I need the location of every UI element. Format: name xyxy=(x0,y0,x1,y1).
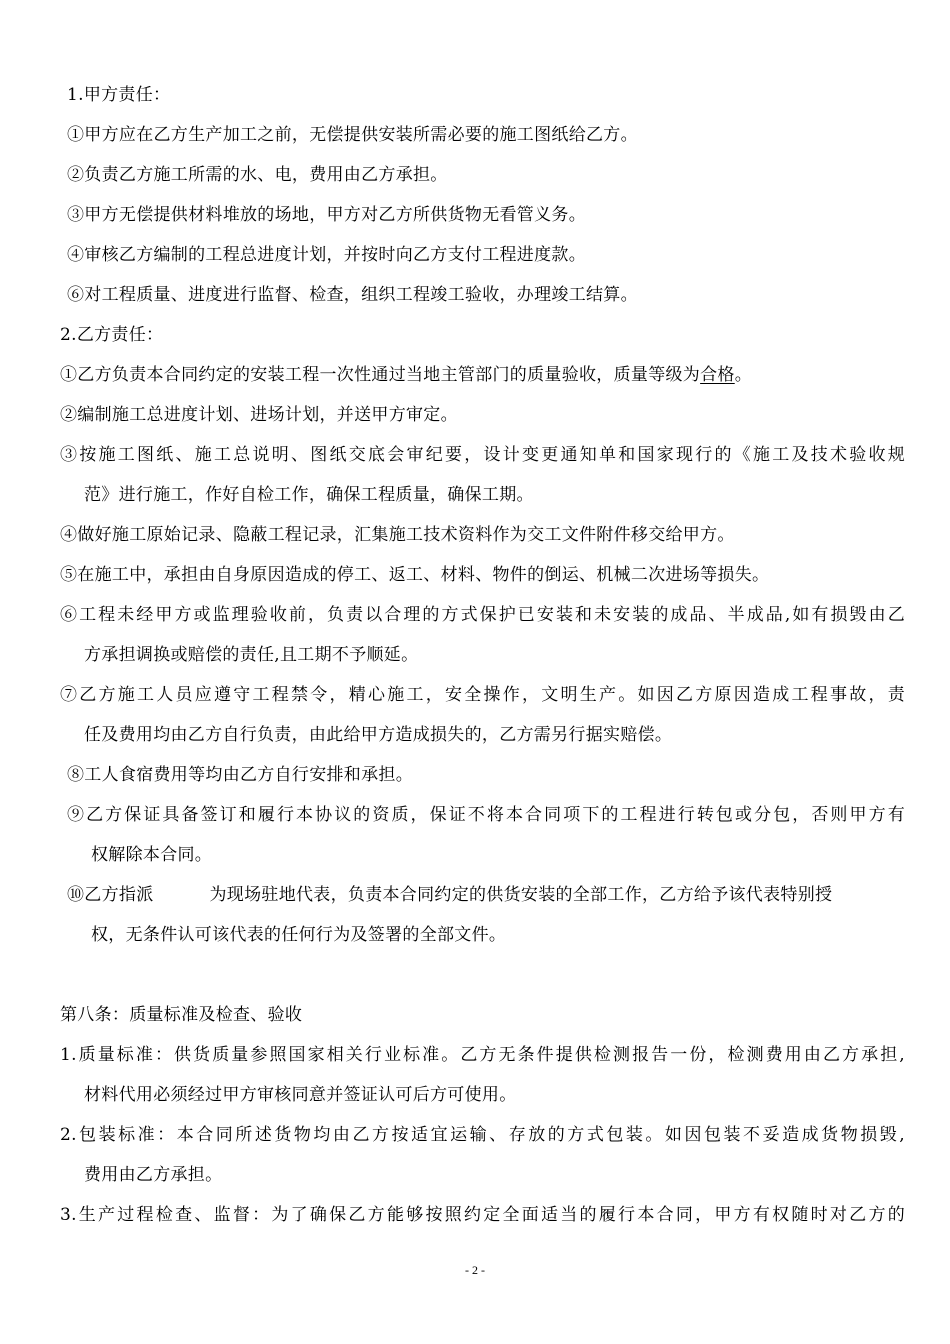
party-b-item-7-line-2: 任及费用均由乙方自行负责，由此给甲方造成损失的，乙方需另行据实赔偿。 xyxy=(84,725,673,745)
party-b-item-1-text: ①乙方负责本合同约定的安装工程一次性通过当地主管部门的质量验收，质量等级为 xyxy=(60,365,701,385)
quality-standard-line-2: 材料代用必须经过甲方审核同意并签证认可后方可使用。 xyxy=(84,1085,517,1105)
section-heading-party-b: 2.乙方责任： xyxy=(60,325,164,345)
party-b-item-5: ⑤在施工中，承担由自身原因造成的停工、返工、材料、物件的倒运、机械二次进场等损失。 xyxy=(60,565,770,585)
packaging-standard-line-1: 2.包装标准：本合同所述货物均由乙方按适宜运输、存放的方式包装。如因包装不妥造成货物损毁, xyxy=(60,1125,905,1145)
party-b-item-3-line-2: 范》进行施工，作好自检工作，确保工程质量，确保工期。 xyxy=(84,485,534,505)
party-b-item-1 xyxy=(60,364,752,386)
article-8-heading: 第八条：质量标准及检查、验收 xyxy=(60,1005,303,1025)
packaging-standard-line-2: 费用由乙方承担。 xyxy=(84,1165,223,1185)
party-b-item-8: ⑧工人食宿费用等均由乙方自行安排和承担。 xyxy=(67,765,413,785)
party-b-item-1-end: 。 xyxy=(734,365,753,385)
party-a-item-1: ①甲方应在乙方生产加工之前，无偿提供安装所需必要的施工图纸给乙方。 xyxy=(67,125,638,145)
quality-grade-value: 合格 xyxy=(700,365,735,385)
party-b-item-6-line-1: ⑥工程未经甲方或监理验收前，负责以合理的方式保护已安装和未安装的成品、半成品,如有损毁由乙 xyxy=(60,605,905,625)
party-b-item-10-line-2: 权，无条件认可该代表的任何行为及签署的全部文件。 xyxy=(91,925,507,945)
party-b-item-6-line-2: 方承担调换或赔偿的责任,且工期不予顺延。 xyxy=(84,645,419,665)
party-b-item-10-rest: 为现场驻地代表，负责本合同约定的供货安装的全部工作，乙方给予该代表特别授 xyxy=(209,885,833,905)
party-b-item-7-line-1: ⑦乙方施工人员应遵守工程禁令，精心施工，安全操作，文明生产。如因乙方原因造成工程事故，责 xyxy=(60,685,905,705)
production-inspection-line-1: 3.生产过程检查、监督：为了确保乙方能够按照约定全面适当的履行本合同，甲方有权随时对乙方的 xyxy=(60,1205,905,1225)
party-b-item-10-line-1 xyxy=(67,884,832,906)
party-b-item-4: ④做好施工原始记录、隐蔽工程记录，汇集施工技术资料作为交工文件附件移交给甲方。 xyxy=(60,525,735,545)
party-b-item-2: ②编制施工总进度计划、进场计划，并送甲方审定。 xyxy=(60,405,458,425)
party-b-item-10-lead: ⑩乙方指派 xyxy=(67,885,154,905)
section-heading-party-a: 1.甲方责任： xyxy=(67,85,171,105)
page-number: - 2 - xyxy=(465,1263,485,1277)
party-b-item-9-line-2: 权解除本合同。 xyxy=(91,845,213,865)
party-a-item-6: ⑥对工程质量、进度进行监督、检查，组织工程竣工验收，办理竣工结算。 xyxy=(67,285,638,305)
party-b-item-9-line-1: ⑨乙方保证具备签订和履行本协议的资质，保证不将本合同项下的工程进行转包或分包，否则甲方有 xyxy=(67,805,905,825)
quality-standard-line-1: 1.质量标准：供货质量参照国家相关行业标准。乙方无条件提供检测报告一份，检测费用由乙方承担, xyxy=(60,1045,905,1065)
party-a-item-4: ④审核乙方编制的工程总进度计划，并按时向乙方支付工程进度款。 xyxy=(67,245,586,265)
party-a-item-2: ②负责乙方施工所需的水、电，费用由乙方承担。 xyxy=(67,165,448,185)
party-a-item-3: ③甲方无偿提供材料堆放的场地，甲方对乙方所供货物无看管义务。 xyxy=(67,205,586,225)
party-b-item-3-line-1: ③按施工图纸、施工总说明、图纸交底会审纪要，设计变更通知单和国家现行的《施工及技术验收规 xyxy=(60,445,905,465)
